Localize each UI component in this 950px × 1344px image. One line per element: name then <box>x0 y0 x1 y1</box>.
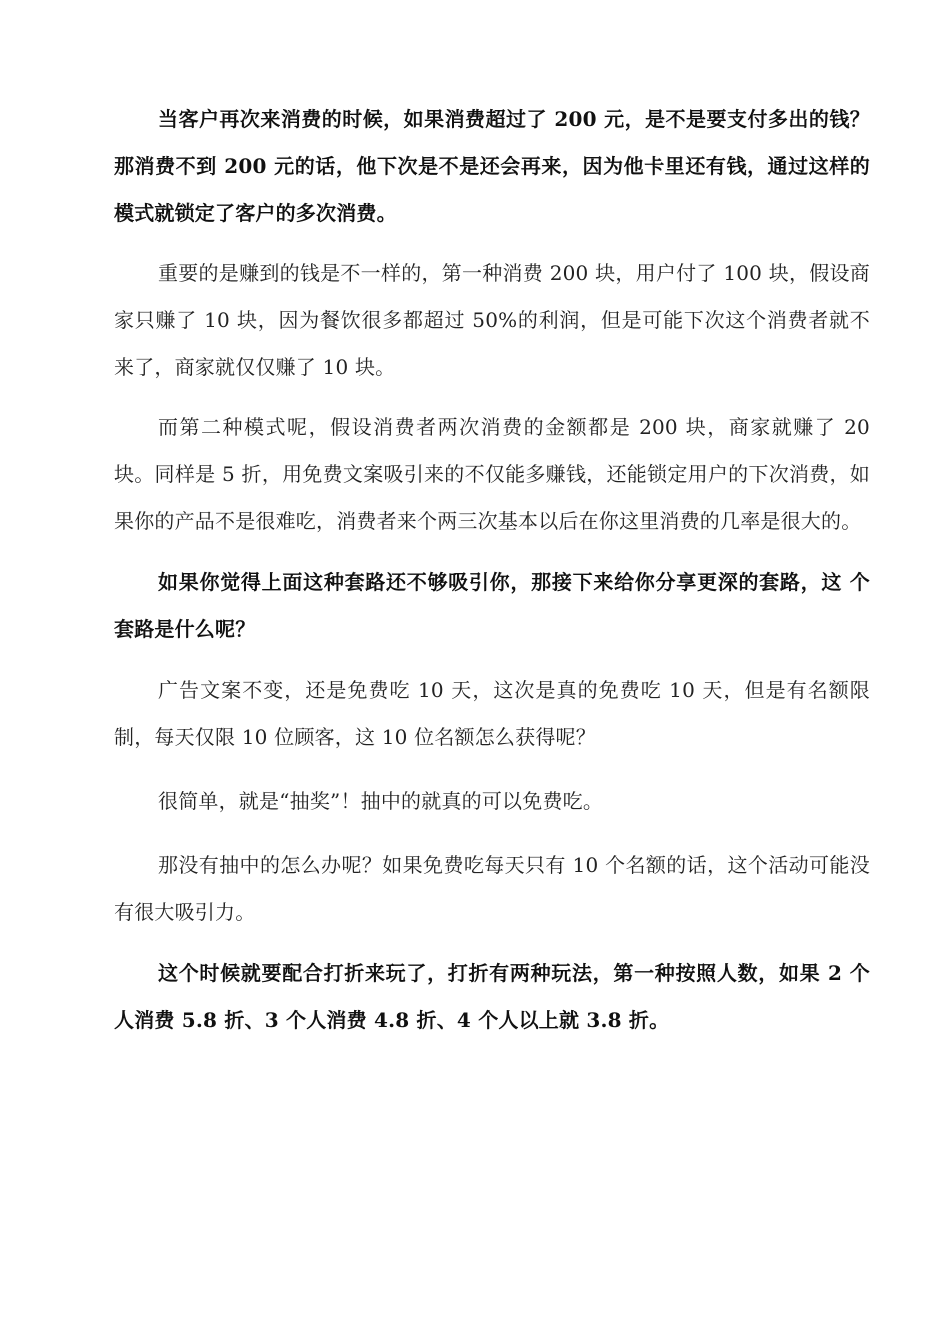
paragraph-deeper-routine: 如果你觉得上面这种套路还不够吸引你，那接下来给你分享更深的套路，这 个套路是什么呢？ <box>114 570 870 641</box>
document-page <box>114 96 870 1044</box>
paragraph-repeat-consumption: 当客户再次来消费的时候，如果消费超过了 200 元，是不是要支付多出的钱？那消费不到 200 元的话，他下次是不是还会再来，因为他卡里还有钱，通过这样的模式就锁定了客户的多次消费。 <box>114 107 870 225</box>
paragraph-not-drawn: 那没有抽中的怎么办呢？如果免费吃每天只有 10 个名额的话，这个活动可能没有很大吸引力。 <box>114 853 870 924</box>
paragraph-discount-tiers: 这个时候就要配合打折来玩了，打折有两种玩法，第一种按照人数，如果 2 个人消费 5.8 折、3 个人消费 4.8 折、4 个人以上就 3.8 折。 <box>114 961 870 1032</box>
paragraph-second-model: 而第二种模式呢，假设消费者两次消费的金额都是 200 块，商家就赚了 20 块。同样是 5 折，用免费文案吸引来的不仅能多赚钱，还能锁定用户的下次消费，如果你的产品不是很难吃，消费者来个两三次基本以后在你这里消费的几率是很大的。 <box>114 415 870 533</box>
paragraph-lottery: 很简单，就是“抽奖”！抽中的就真的可以免费吃。 <box>158 789 604 813</box>
paragraph-profit-comparison: 重要的是赚到的钱是不一样的，第一种消费 200 块，用户付了 100 块，假设商家只赚了 10 块，因为餐饮很多都超过 50%的利润，但是可能下次这个消费者就不来了，商家就仅仅赚了 10 块。 <box>114 261 870 379</box>
paragraph-free-meal-limit: 广告文案不变，还是免费吃 10 天，这次是真的免费吃 10 天，但是有名额限制，每天仅限 10 位顾客，这 10 位名额怎么获得呢？ <box>114 678 870 749</box>
